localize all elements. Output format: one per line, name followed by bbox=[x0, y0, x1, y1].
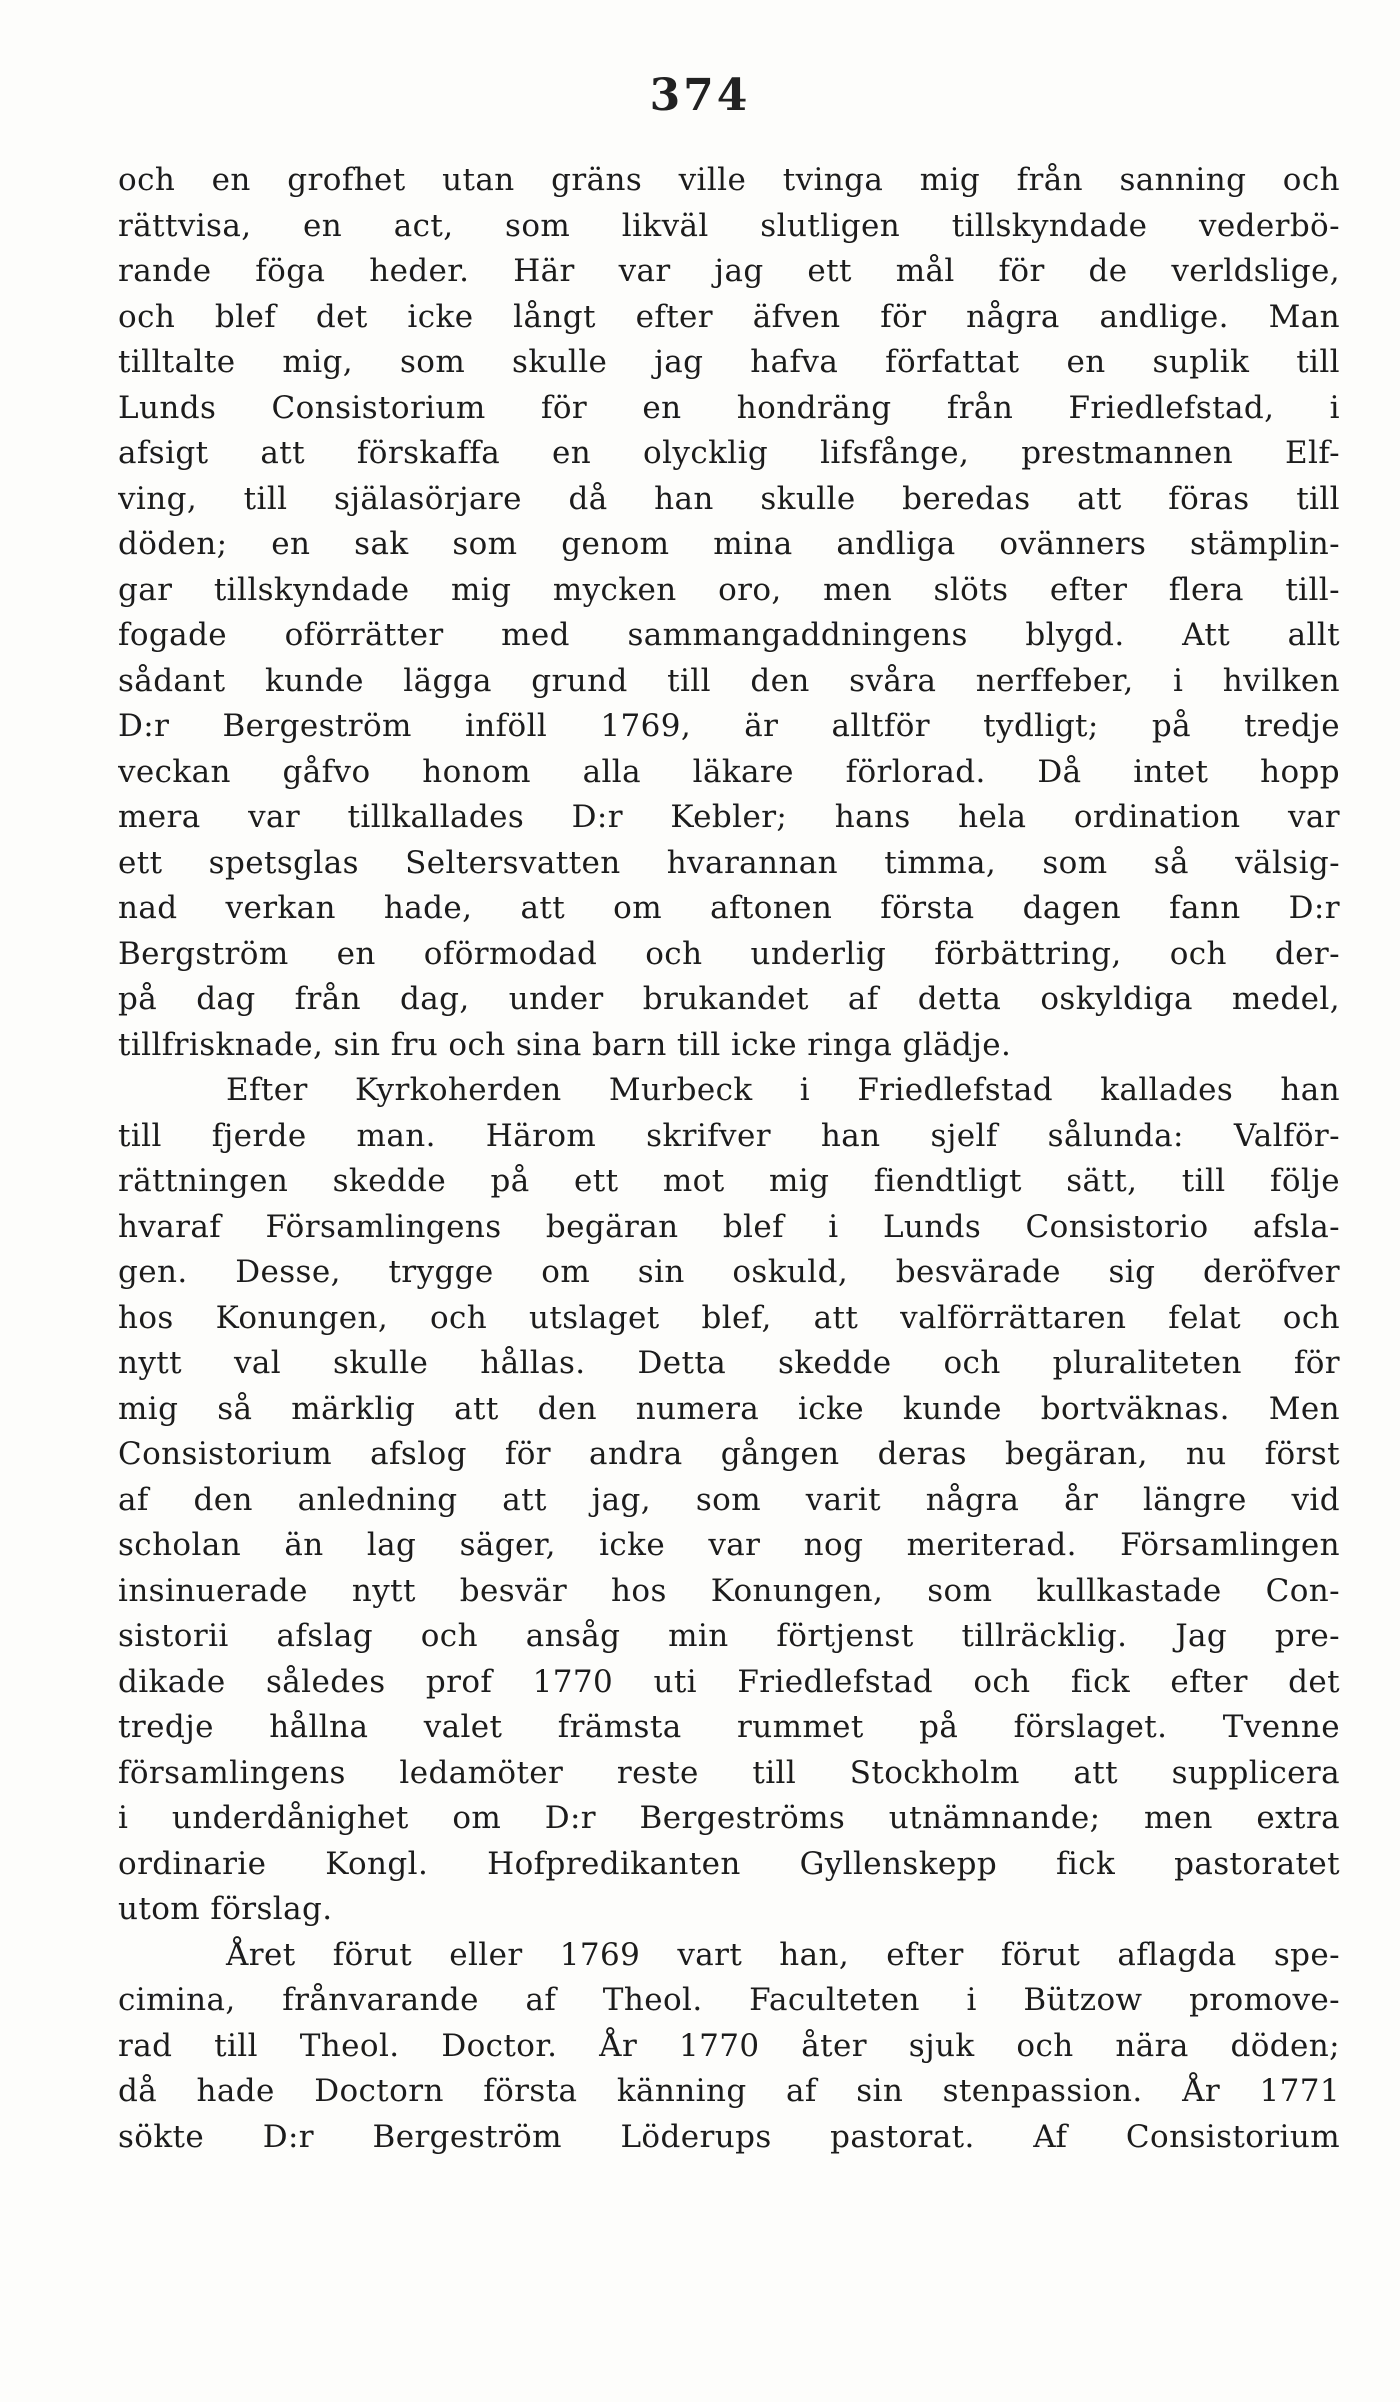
text-line: ordinarie Kongl. Hofpredikanten Gyllenskepp fick pastoratet bbox=[118, 1845, 1340, 1882]
text-line: Efter Kyrkoherden Murbeck i Friedlefstad kallades han bbox=[226, 1072, 1340, 1108]
text-line: Året förut eller 1769 vart han, efter förut aflagda spe- bbox=[226, 1936, 1340, 1973]
text-line: och en grofhet utan gräns ville tvinga mig från sanning och bbox=[118, 162, 1340, 198]
text-line: sökte D:r Bergeström Löderups pastorat. Af Consistorium bbox=[118, 2118, 1340, 2155]
text-line: Bergström en oförmodad och underlig förbättring, och der- bbox=[118, 935, 1340, 972]
text-line: cimina, frånvarande af Theol. Faculteten i Bützow promove- bbox=[118, 1982, 1340, 2018]
text-line: rättvisa, en act, som likväl slutligen tillskyndade vederbö- bbox=[118, 207, 1340, 244]
text-line: då hade Doctorn första känning af sin stenpassion. År 1771 bbox=[118, 2073, 1340, 2109]
text-line: mera var tillkallades D:r Kebler; hans hela ordination var bbox=[118, 799, 1340, 835]
text-line: på dag från dag, under brukandet af detta oskyldiga medel, bbox=[118, 981, 1340, 1017]
text-line: sådant kunde lägga grund till den svåra nerffeber, i hvilken bbox=[118, 662, 1340, 699]
text-line: gen. Desse, trygge om sin oskuld, besvärade sig deröfver bbox=[118, 1254, 1340, 1290]
text-line: tredje hållna valet främsta rummet på förslaget. Tvenne bbox=[118, 1709, 1340, 1745]
text-line: ving, till själasörjare då han skulle beredas att föras till bbox=[118, 480, 1340, 517]
body-text bbox=[118, 158, 1340, 2160]
text-line: dikade således prof 1770 uti Friedlefstad och fick efter det bbox=[118, 1663, 1340, 1700]
text-line: Consistorium afslog för andra gången deras begäran, nu först bbox=[118, 1436, 1340, 1472]
text-line: D:r Bergeström inföll 1769, är alltför tydligt; på tredje bbox=[118, 708, 1340, 744]
text-line: rättningen skedde på ett mot mig fiendtligt sätt, till följe bbox=[118, 1163, 1340, 1199]
text-line: gar tillskyndade mig mycken oro, men slöts efter flera till- bbox=[118, 571, 1340, 608]
text-line: fogade oförrätter med sammangaddningens blygd. Att allt bbox=[118, 617, 1340, 653]
text-line: till fjerde man. Härom skrifver han sjelf sålunda: Valför- bbox=[118, 1117, 1340, 1154]
text-line: nad verkan hade, att om aftonen första dagen fann D:r bbox=[118, 890, 1340, 926]
text-line: döden; en sak som genom mina andliga ovänners stämplin- bbox=[118, 526, 1340, 562]
text-line: hvaraf Församlingens begäran blef i Lunds Consistorio afsla- bbox=[118, 1208, 1340, 1245]
text-line: och blef det icke långt efter äfven för några andlige. Man bbox=[118, 298, 1340, 335]
text-line: insinuerade nytt besvär hos Konungen, som kullkastade Con- bbox=[118, 1572, 1340, 1609]
text-line: rande föga heder. Här var jag ett mål för de verldslige, bbox=[118, 253, 1340, 289]
text-line: ett spetsglas Seltersvatten hvarannan timma, som så välsig- bbox=[118, 844, 1340, 881]
text-line: sistorii afslag och ansåg min förtjenst tillräcklig. Jag pre- bbox=[118, 1618, 1340, 1654]
text-line: tilltalte mig, som skulle jag hafva författat en suplik till bbox=[118, 344, 1340, 380]
text-line: mig så märklig att den numera icke kunde bortväknas. Men bbox=[118, 1390, 1340, 1427]
text-line: nytt val skulle hållas. Detta skedde och pluraliteten för bbox=[118, 1345, 1340, 1381]
text-line: af den anledning att jag, som varit några år längre vid bbox=[118, 1481, 1340, 1518]
text-line: veckan gåfvo honom alla läkare förlorad. Då intet hopp bbox=[118, 753, 1340, 790]
page-number: 374 bbox=[649, 70, 751, 121]
text-line: Lunds Consistorium för en hondräng från Friedlefstad, i bbox=[118, 389, 1340, 426]
text-line: afsigt att förskaffa en olycklig lifsfånge, prestmannen Elf- bbox=[118, 435, 1340, 471]
text-line: hos Konungen, och utslaget blef, att valförrättaren felat och bbox=[118, 1299, 1340, 1336]
text-line: tillfrisknade, sin fru och sina barn till icke ringa glädje. bbox=[118, 1026, 1012, 1063]
text-line: i underdånighet om D:r Bergeströms utnämnande; men extra bbox=[118, 1800, 1340, 1836]
text-line: utom förslag. bbox=[118, 1891, 333, 1927]
text-line: rad till Theol. Doctor. År 1770 åter sjuk och nära döden; bbox=[118, 2027, 1340, 2064]
text-line: scholan än lag säger, icke var nog meriterad. Församlingen bbox=[118, 1527, 1340, 1563]
text-line: församlingens ledamöter reste till Stockholm att supplicera bbox=[118, 1754, 1340, 1791]
